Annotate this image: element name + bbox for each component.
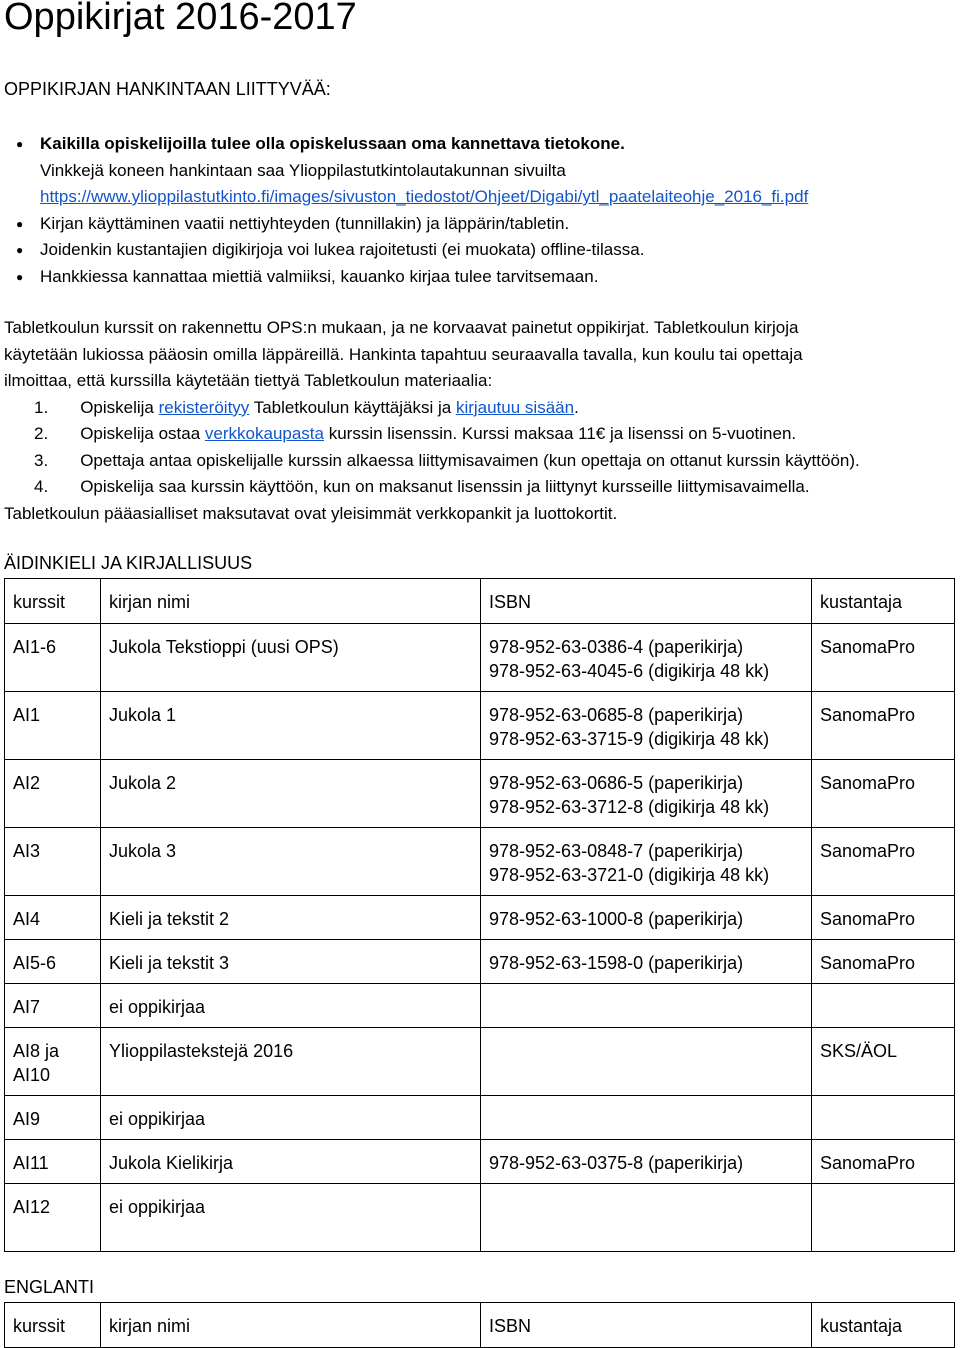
- isbn-cell: [481, 692, 812, 760]
- course-cell: AI4: [5, 896, 101, 940]
- isbn-cell: [481, 1140, 812, 1184]
- header-cell: ISBN: [481, 579, 812, 624]
- isbn-cell: [481, 1096, 812, 1140]
- isbn-cell: [481, 1028, 812, 1096]
- isbn-cell: [481, 1184, 812, 1252]
- paragraph-line: Tabletkoulun kurssit on rakennettu OPS:n mukaan, ja ne korvaavat painetut oppikirjat. Tabletkoulun kirjoja: [4, 318, 799, 337]
- step-text: Opiskelija rekisteröityy Tabletkoulun käyttäjäksi ja kirjautuu sisään.: [80, 397, 579, 417]
- step-text: Opettaja antaa opiskelijalle kurssin alkaessa liittymisavaimen (kun opettaja on ottanut kurssin käyttöön).: [80, 450, 860, 470]
- book-name-cell: Kieli ja tekstit 2: [101, 896, 481, 940]
- webshop-link[interactable]: verkkokaupasta: [204, 424, 324, 443]
- course-cell: AI12: [5, 1184, 101, 1252]
- isbn-paper: 978-952-63-0685-8 (paperikirja): [489, 705, 744, 725]
- table-row: [5, 940, 955, 984]
- step-number: 4.: [34, 477, 49, 496]
- bullet-item-connection: [0, 211, 960, 238]
- publisher-cell: SanomaPro: [812, 896, 955, 940]
- publisher-cell: SKS/ÄOL: [812, 1028, 955, 1096]
- table-row: [5, 828, 955, 896]
- table-row: [5, 984, 955, 1028]
- englanti-heading: ENGLANTI: [4, 1277, 95, 1297]
- table-row: [5, 1096, 955, 1140]
- course-cell: AI2: [5, 760, 101, 828]
- header-cell: kirjan nimi: [101, 579, 481, 624]
- isbn-digital: 978-952-63-4045-6 (digikirja 48 kk): [489, 661, 770, 681]
- course-cell: AI8 ja AI10: [5, 1028, 101, 1096]
- table-row: [5, 1140, 955, 1184]
- aidinkieli-heading: ÄIDINKIELI JA KIRJALLISUUS: [4, 553, 253, 573]
- book-name-cell: ei oppikirjaa: [101, 1184, 481, 1252]
- bullet-icon: ●: [16, 137, 24, 151]
- isbn-cell: [481, 896, 812, 940]
- bullet-item-offline: [0, 237, 960, 264]
- isbn-digital: 978-952-63-3712-8 (digikirja 48 kk): [489, 797, 770, 817]
- book-name-cell: Jukola 1: [101, 692, 481, 760]
- isbn-cell: [481, 940, 812, 984]
- tabletkoulu-paragraph: [4, 315, 954, 527]
- book-name-cell: Jukola Tekstioppi (uusi OPS): [101, 624, 481, 692]
- book-name-cell: Jukola Kielikirja: [101, 1140, 481, 1184]
- header-cell: kurssit: [5, 579, 101, 624]
- publisher-cell: [812, 984, 955, 1028]
- step-number: 3.: [34, 450, 49, 470]
- book-name-cell: Ylioppilastekstejä 2016: [101, 1028, 481, 1096]
- ytl-guide-link[interactable]: https://www.ylioppilastutkinto.fi/images/sivuston_tiedostot/Ohjeet/Digabi/ytl_paatelaiteohje_2016_fi.pdf: [40, 187, 809, 206]
- table-row: [5, 896, 955, 940]
- course-cell: AI7: [5, 984, 101, 1028]
- course-cell: AI1-6: [5, 624, 101, 692]
- bullet-icon: ●: [16, 269, 24, 284]
- publisher-cell: SanomaPro: [812, 760, 955, 828]
- paragraph-closing: Tabletkoulun pääasialliset maksutavat ovat yleisimmät verkkopankit ja luottokortit.: [4, 503, 618, 523]
- register-link[interactable]: rekisteröityy: [158, 397, 250, 417]
- table-row: [5, 692, 955, 760]
- publisher-cell: SanomaPro: [812, 940, 955, 984]
- page-title: Oppikirjat 2016-2017: [4, 0, 357, 38]
- isbn-paper: 978-952-63-0686-5 (paperikirja): [489, 773, 744, 793]
- purchase-heading: OPPIKIRJAN HANKINTAAN LIITTYVÄÄ:: [4, 79, 331, 99]
- step-item: [4, 448, 954, 475]
- step-item: [4, 474, 954, 501]
- bullet-text: Joidenkin kustantajien digikirjoja voi lukea rajoitetusti (ei muokata) offline-tilassa.: [40, 240, 645, 259]
- bullet-text: Vinkkejä koneen hankintaan saa Ylioppilastutkintolautakunnan sivuilta: [40, 160, 566, 180]
- course-cell: AI3: [5, 828, 101, 896]
- table-row: [5, 1184, 955, 1252]
- isbn-digital: 978-952-63-3715-9 (digikirja 48 kk): [489, 729, 770, 749]
- step-number: 2.: [34, 424, 49, 443]
- header-cell: kustantaja: [812, 1303, 955, 1348]
- bullet-bold-text: Kaikilla opiskelijoilla tulee olla opiskelussaan oma kannettava tietokone.: [40, 134, 625, 153]
- aidinkieli-book-table: [4, 578, 955, 1252]
- paragraph-line: ilmoittaa, että kurssilla käytetään tiettyä Tabletkoulun materiaalia:: [4, 371, 493, 390]
- purchase-bullet-list: [0, 131, 960, 290]
- course-cell: AI11: [5, 1140, 101, 1184]
- step-item: [4, 395, 954, 422]
- header-cell: kustantaja: [812, 579, 955, 624]
- bullet-icon: ●: [16, 243, 24, 257]
- table-row: [5, 624, 955, 692]
- publisher-cell: SanomaPro: [812, 828, 955, 896]
- isbn-paper: 978-952-63-0375-8 (paperikirja): [489, 1153, 744, 1173]
- isbn-digital: 978-952-63-3721-0 (digikirja 48 kk): [489, 865, 770, 885]
- isbn-paper: 978-952-63-0848-7 (paperikirja): [489, 841, 744, 861]
- isbn-paper: 978-952-63-1000-8 (paperikirja): [489, 909, 744, 929]
- book-name-cell: ei oppikirjaa: [101, 984, 481, 1028]
- book-name-cell: Jukola 2: [101, 760, 481, 828]
- isbn-cell: [481, 828, 812, 896]
- step-text: Opiskelija ostaa verkkokaupasta kurssin lisenssin. Kurssi maksaa 11€ ja lisenssi on 5-vuotinen.: [80, 424, 797, 443]
- table-header-row: [5, 1303, 955, 1348]
- course-cell: AI1: [5, 692, 101, 760]
- table-row: [5, 1028, 955, 1096]
- book-name-cell: Jukola 3: [101, 828, 481, 896]
- publisher-cell: [812, 1184, 955, 1252]
- course-cell: AI5-6: [5, 940, 101, 984]
- course-cell: AI9: [5, 1096, 101, 1140]
- header-cell: kirjan nimi: [101, 1303, 481, 1348]
- bullet-icon: ●: [16, 216, 24, 231]
- isbn-cell: [481, 760, 812, 828]
- isbn-paper: 978-952-63-1598-0 (paperikirja): [489, 953, 744, 973]
- login-link[interactable]: kirjautuu sisään: [455, 397, 575, 417]
- table-header-row: [5, 579, 955, 624]
- publisher-cell: [812, 1096, 955, 1140]
- isbn-cell: [481, 984, 812, 1028]
- table-row: [5, 760, 955, 828]
- step-number: 1.: [34, 397, 49, 417]
- book-name-cell: ei oppikirjaa: [101, 1096, 481, 1140]
- step-item: [4, 421, 954, 448]
- step-text: Opiskelija saa kurssin käyttöön, kun on maksanut lisenssin ja liittynyt kursseille liittymisavaimella.: [80, 477, 810, 496]
- bullet-item-laptop: [0, 131, 960, 211]
- isbn-cell: [481, 624, 812, 692]
- header-cell: kurssit: [5, 1303, 101, 1348]
- bullet-item-duration: [0, 264, 960, 291]
- bullet-text: Kirjan käyttäminen vaatii nettiyhteyden (tunnillakin) ja läppärin/tabletin.: [40, 213, 570, 233]
- publisher-cell: SanomaPro: [812, 1140, 955, 1184]
- isbn-paper: 978-952-63-0386-4 (paperikirja): [489, 637, 744, 657]
- englanti-book-table: [4, 1302, 955, 1348]
- publisher-cell: SanomaPro: [812, 692, 955, 760]
- bullet-text: Hankkiessa kannattaa miettiä valmiiksi, kauanko kirjaa tulee tarvitsemaan.: [40, 266, 599, 286]
- header-cell: ISBN: [481, 1303, 812, 1348]
- paragraph-line: käytetään lukiossa pääosin omilla läppäreillä. Hankinta tapahtuu seuraavalla tavalla, kun koulu tai opettaja: [4, 344, 803, 364]
- purchase-steps-list: [4, 395, 954, 501]
- book-name-cell: Kieli ja tekstit 3: [101, 940, 481, 984]
- publisher-cell: SanomaPro: [812, 624, 955, 692]
